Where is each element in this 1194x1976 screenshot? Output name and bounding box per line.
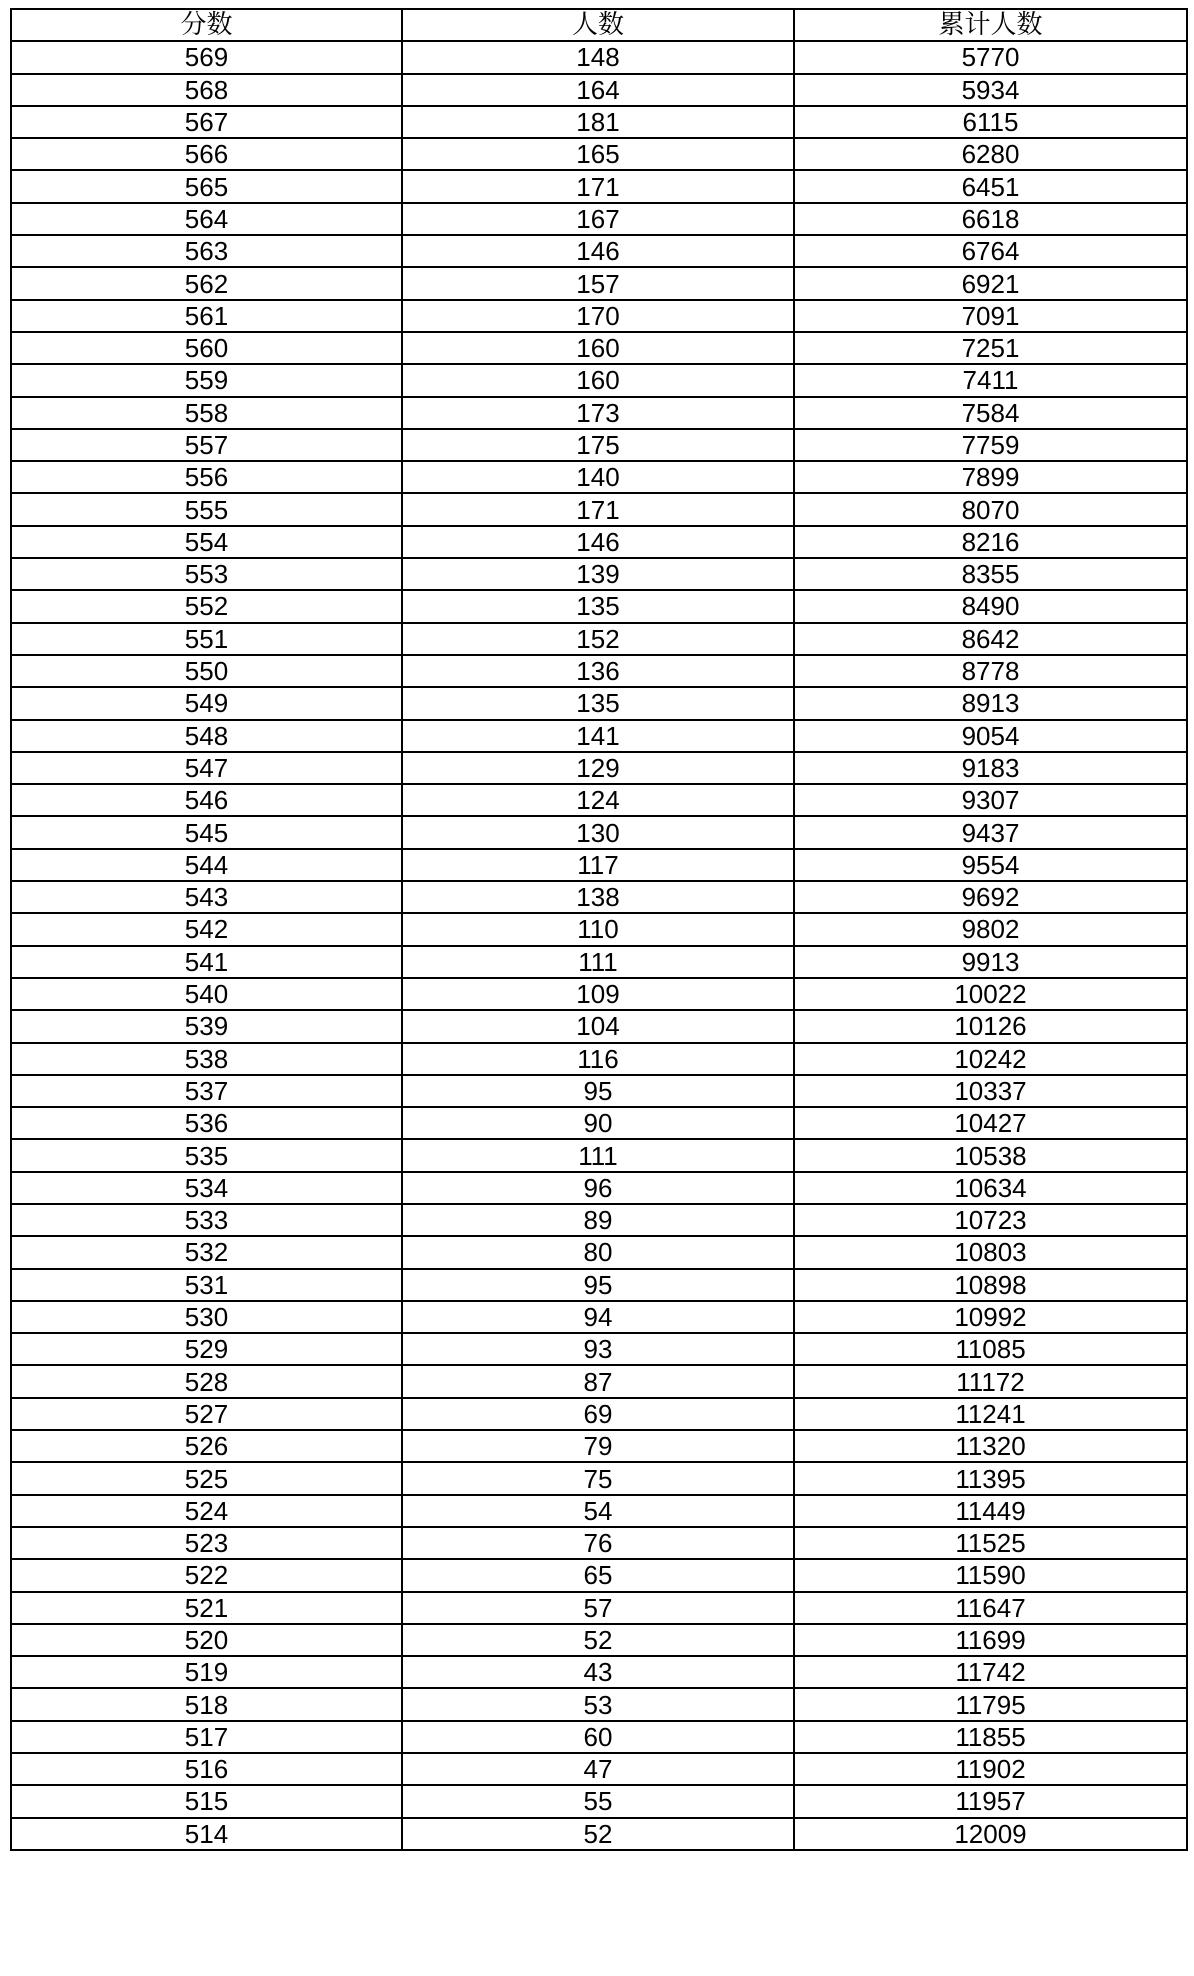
cell-count: 95 (402, 1075, 794, 1107)
table-row (11, 1688, 1187, 1720)
cell-count: 65 (402, 1559, 794, 1591)
cell-cumulative: 11647 (794, 1592, 1187, 1624)
cell-score: 554 (11, 526, 402, 558)
table-row (11, 364, 1187, 396)
cell-count: 129 (402, 752, 794, 784)
cell-count: 124 (402, 784, 794, 816)
cell-cumulative: 10126 (794, 1010, 1187, 1042)
table-row (11, 170, 1187, 202)
cell-count: 57 (402, 1592, 794, 1624)
table-row (11, 1398, 1187, 1430)
cell-cumulative: 6764 (794, 235, 1187, 267)
cell-count: 96 (402, 1172, 794, 1204)
cell-count: 148 (402, 41, 794, 73)
cell-cumulative: 9437 (794, 816, 1187, 848)
table-row (11, 526, 1187, 558)
cell-cumulative: 11320 (794, 1430, 1187, 1462)
cell-cumulative: 8216 (794, 526, 1187, 558)
cell-count: 75 (402, 1462, 794, 1494)
cell-count: 69 (402, 1398, 794, 1430)
cell-cumulative: 7584 (794, 397, 1187, 429)
cell-score: 535 (11, 1139, 402, 1171)
cell-count: 90 (402, 1107, 794, 1139)
table-row (11, 1527, 1187, 1559)
cell-cumulative: 11902 (794, 1753, 1187, 1785)
cell-cumulative: 6618 (794, 203, 1187, 235)
cell-cumulative: 11395 (794, 1462, 1187, 1494)
cell-count: 130 (402, 816, 794, 848)
table-row (11, 752, 1187, 784)
table-row (11, 1785, 1187, 1817)
table-row (11, 1430, 1187, 1462)
cell-cumulative: 10337 (794, 1075, 1187, 1107)
table-row (11, 332, 1187, 364)
cell-count: 95 (402, 1269, 794, 1301)
cell-count: 43 (402, 1656, 794, 1688)
cell-score: 518 (11, 1688, 402, 1720)
cell-score: 559 (11, 364, 402, 396)
cell-count: 52 (402, 1818, 794, 1850)
table-row (11, 235, 1187, 267)
cell-cumulative: 10992 (794, 1301, 1187, 1333)
table-row (11, 913, 1187, 945)
cell-cumulative: 7759 (794, 429, 1187, 461)
cell-count: 54 (402, 1495, 794, 1527)
cell-count: 152 (402, 623, 794, 655)
cell-score: 524 (11, 1495, 402, 1527)
cell-score: 562 (11, 267, 402, 299)
table-row (11, 1172, 1187, 1204)
cell-count: 181 (402, 106, 794, 138)
cell-cumulative: 9307 (794, 784, 1187, 816)
cell-cumulative: 11957 (794, 1785, 1187, 1817)
cell-count: 80 (402, 1236, 794, 1268)
table-row (11, 1624, 1187, 1656)
cell-score: 551 (11, 623, 402, 655)
cell-cumulative: 8778 (794, 655, 1187, 687)
cell-score: 558 (11, 397, 402, 429)
table-row (11, 1010, 1187, 1042)
cell-cumulative: 11449 (794, 1495, 1187, 1527)
cell-count: 146 (402, 235, 794, 267)
cell-score: 523 (11, 1527, 402, 1559)
table-row (11, 1495, 1187, 1527)
table-row (11, 687, 1187, 719)
cell-score: 532 (11, 1236, 402, 1268)
table-row (11, 1301, 1187, 1333)
table-row (11, 106, 1187, 138)
score-distribution-table (10, 8, 1188, 1851)
table-body (11, 41, 1187, 1850)
table-row (11, 41, 1187, 73)
table-row (11, 1236, 1187, 1268)
cell-count: 110 (402, 913, 794, 945)
table-row (11, 1204, 1187, 1236)
cell-cumulative: 9692 (794, 881, 1187, 913)
table-row (11, 1043, 1187, 1075)
cell-cumulative: 10427 (794, 1107, 1187, 1139)
cell-count: 87 (402, 1365, 794, 1397)
table-row (11, 946, 1187, 978)
cell-cumulative: 8355 (794, 558, 1187, 590)
table-row (11, 203, 1187, 235)
cell-cumulative: 8070 (794, 493, 1187, 525)
cell-cumulative: 6921 (794, 267, 1187, 299)
cell-score: 528 (11, 1365, 402, 1397)
cell-count: 60 (402, 1721, 794, 1753)
cell-cumulative: 11085 (794, 1333, 1187, 1365)
table-row (11, 1721, 1187, 1753)
table-row (11, 1075, 1187, 1107)
table-row (11, 461, 1187, 493)
cell-score: 569 (11, 41, 402, 73)
cell-cumulative: 9054 (794, 720, 1187, 752)
cell-cumulative: 11590 (794, 1559, 1187, 1591)
cell-count: 94 (402, 1301, 794, 1333)
cell-cumulative: 7411 (794, 364, 1187, 396)
cell-cumulative: 10634 (794, 1172, 1187, 1204)
cell-count: 167 (402, 203, 794, 235)
cell-cumulative: 11525 (794, 1527, 1187, 1559)
cell-score: 565 (11, 170, 402, 202)
cell-cumulative: 10723 (794, 1204, 1187, 1236)
cell-cumulative: 11855 (794, 1721, 1187, 1753)
cell-count: 135 (402, 590, 794, 622)
cell-count: 140 (402, 461, 794, 493)
table-row (11, 1365, 1187, 1397)
cell-cumulative: 6451 (794, 170, 1187, 202)
cell-count: 138 (402, 881, 794, 913)
cell-count: 104 (402, 1010, 794, 1042)
cell-cumulative: 9183 (794, 752, 1187, 784)
cell-score: 538 (11, 1043, 402, 1075)
table-row (11, 1753, 1187, 1785)
cell-score: 529 (11, 1333, 402, 1365)
cell-score: 521 (11, 1592, 402, 1624)
table-row (11, 267, 1187, 299)
cell-score: 546 (11, 784, 402, 816)
cell-cumulative: 7251 (794, 332, 1187, 364)
cell-count: 171 (402, 493, 794, 525)
cell-score: 516 (11, 1753, 402, 1785)
cell-count: 160 (402, 364, 794, 396)
cell-count: 139 (402, 558, 794, 590)
cell-count: 47 (402, 1753, 794, 1785)
cell-score: 527 (11, 1398, 402, 1430)
table-row (11, 720, 1187, 752)
cell-count: 136 (402, 655, 794, 687)
cell-count: 116 (402, 1043, 794, 1075)
table-row (11, 493, 1187, 525)
cell-score: 566 (11, 138, 402, 170)
cell-cumulative: 8490 (794, 590, 1187, 622)
table-row (11, 1559, 1187, 1591)
cell-score: 525 (11, 1462, 402, 1494)
cell-count: 93 (402, 1333, 794, 1365)
table-row (11, 74, 1187, 106)
header-row (11, 9, 1187, 41)
table-row (11, 1269, 1187, 1301)
cell-count: 146 (402, 526, 794, 558)
cell-score: 536 (11, 1107, 402, 1139)
cell-cumulative: 10898 (794, 1269, 1187, 1301)
table-row (11, 429, 1187, 461)
cell-score: 568 (11, 74, 402, 106)
cell-score: 545 (11, 816, 402, 848)
cell-score: 542 (11, 913, 402, 945)
table-row (11, 978, 1187, 1010)
cell-count: 52 (402, 1624, 794, 1656)
cell-score: 520 (11, 1624, 402, 1656)
header-score: 分数 (11, 9, 402, 41)
cell-score: 549 (11, 687, 402, 719)
table-row (11, 623, 1187, 655)
cell-count: 157 (402, 267, 794, 299)
cell-cumulative: 10022 (794, 978, 1187, 1010)
cell-count: 109 (402, 978, 794, 1010)
cell-score: 553 (11, 558, 402, 590)
cell-cumulative: 6115 (794, 106, 1187, 138)
table-row (11, 784, 1187, 816)
cell-count: 141 (402, 720, 794, 752)
cell-cumulative: 10538 (794, 1139, 1187, 1171)
cell-score: 517 (11, 1721, 402, 1753)
cell-cumulative: 10242 (794, 1043, 1187, 1075)
cell-count: 117 (402, 849, 794, 881)
cell-cumulative: 11241 (794, 1398, 1187, 1430)
cell-cumulative: 5770 (794, 41, 1187, 73)
cell-cumulative: 12009 (794, 1818, 1187, 1850)
cell-score: 567 (11, 106, 402, 138)
cell-count: 165 (402, 138, 794, 170)
table-row (11, 816, 1187, 848)
cell-count: 111 (402, 1139, 794, 1171)
table-row (11, 590, 1187, 622)
cell-cumulative: 8642 (794, 623, 1187, 655)
cell-cumulative: 7091 (794, 300, 1187, 332)
table-row (11, 1462, 1187, 1494)
cell-count: 164 (402, 74, 794, 106)
table-row (11, 1333, 1187, 1365)
cell-cumulative: 11172 (794, 1365, 1187, 1397)
cell-score: 541 (11, 946, 402, 978)
table-row (11, 1656, 1187, 1688)
header-count: 人数 (402, 9, 794, 41)
cell-cumulative: 9913 (794, 946, 1187, 978)
table-row (11, 655, 1187, 687)
cell-score: 531 (11, 1269, 402, 1301)
cell-count: 173 (402, 397, 794, 429)
cell-cumulative: 5934 (794, 74, 1187, 106)
cell-score: 547 (11, 752, 402, 784)
table-row (11, 1592, 1187, 1624)
cell-count: 55 (402, 1785, 794, 1817)
cell-cumulative: 6280 (794, 138, 1187, 170)
cell-cumulative: 11795 (794, 1688, 1187, 1720)
cell-cumulative: 11742 (794, 1656, 1187, 1688)
cell-score: 557 (11, 429, 402, 461)
cell-score: 543 (11, 881, 402, 913)
cell-count: 170 (402, 300, 794, 332)
cell-count: 171 (402, 170, 794, 202)
cell-score: 556 (11, 461, 402, 493)
cell-score: 514 (11, 1818, 402, 1850)
cell-score: 534 (11, 1172, 402, 1204)
cell-score: 555 (11, 493, 402, 525)
cell-count: 53 (402, 1688, 794, 1720)
cell-cumulative: 10803 (794, 1236, 1187, 1268)
table-row (11, 849, 1187, 881)
table-row (11, 300, 1187, 332)
cell-score: 539 (11, 1010, 402, 1042)
cell-score: 550 (11, 655, 402, 687)
cell-count: 175 (402, 429, 794, 461)
cell-count: 89 (402, 1204, 794, 1236)
cell-score: 533 (11, 1204, 402, 1236)
header-cumulative: 累计人数 (794, 9, 1187, 41)
cell-count: 160 (402, 332, 794, 364)
cell-score: 544 (11, 849, 402, 881)
cell-score: 519 (11, 1656, 402, 1688)
cell-score: 522 (11, 1559, 402, 1591)
cell-count: 79 (402, 1430, 794, 1462)
cell-cumulative: 9802 (794, 913, 1187, 945)
cell-score: 561 (11, 300, 402, 332)
cell-score: 537 (11, 1075, 402, 1107)
cell-score: 563 (11, 235, 402, 267)
cell-score: 564 (11, 203, 402, 235)
table-row (11, 138, 1187, 170)
cell-cumulative: 8913 (794, 687, 1187, 719)
table-header (11, 9, 1187, 41)
table-row (11, 1107, 1187, 1139)
cell-score: 548 (11, 720, 402, 752)
cell-cumulative: 9554 (794, 849, 1187, 881)
table-row (11, 558, 1187, 590)
cell-score: 560 (11, 332, 402, 364)
cell-score: 526 (11, 1430, 402, 1462)
cell-cumulative: 7899 (794, 461, 1187, 493)
cell-score: 552 (11, 590, 402, 622)
cell-score: 530 (11, 1301, 402, 1333)
cell-cumulative: 11699 (794, 1624, 1187, 1656)
table-row (11, 1818, 1187, 1850)
table-row (11, 881, 1187, 913)
table-row (11, 397, 1187, 429)
cell-count: 111 (402, 946, 794, 978)
cell-score: 515 (11, 1785, 402, 1817)
cell-score: 540 (11, 978, 402, 1010)
cell-count: 76 (402, 1527, 794, 1559)
table-row (11, 1139, 1187, 1171)
cell-count: 135 (402, 687, 794, 719)
